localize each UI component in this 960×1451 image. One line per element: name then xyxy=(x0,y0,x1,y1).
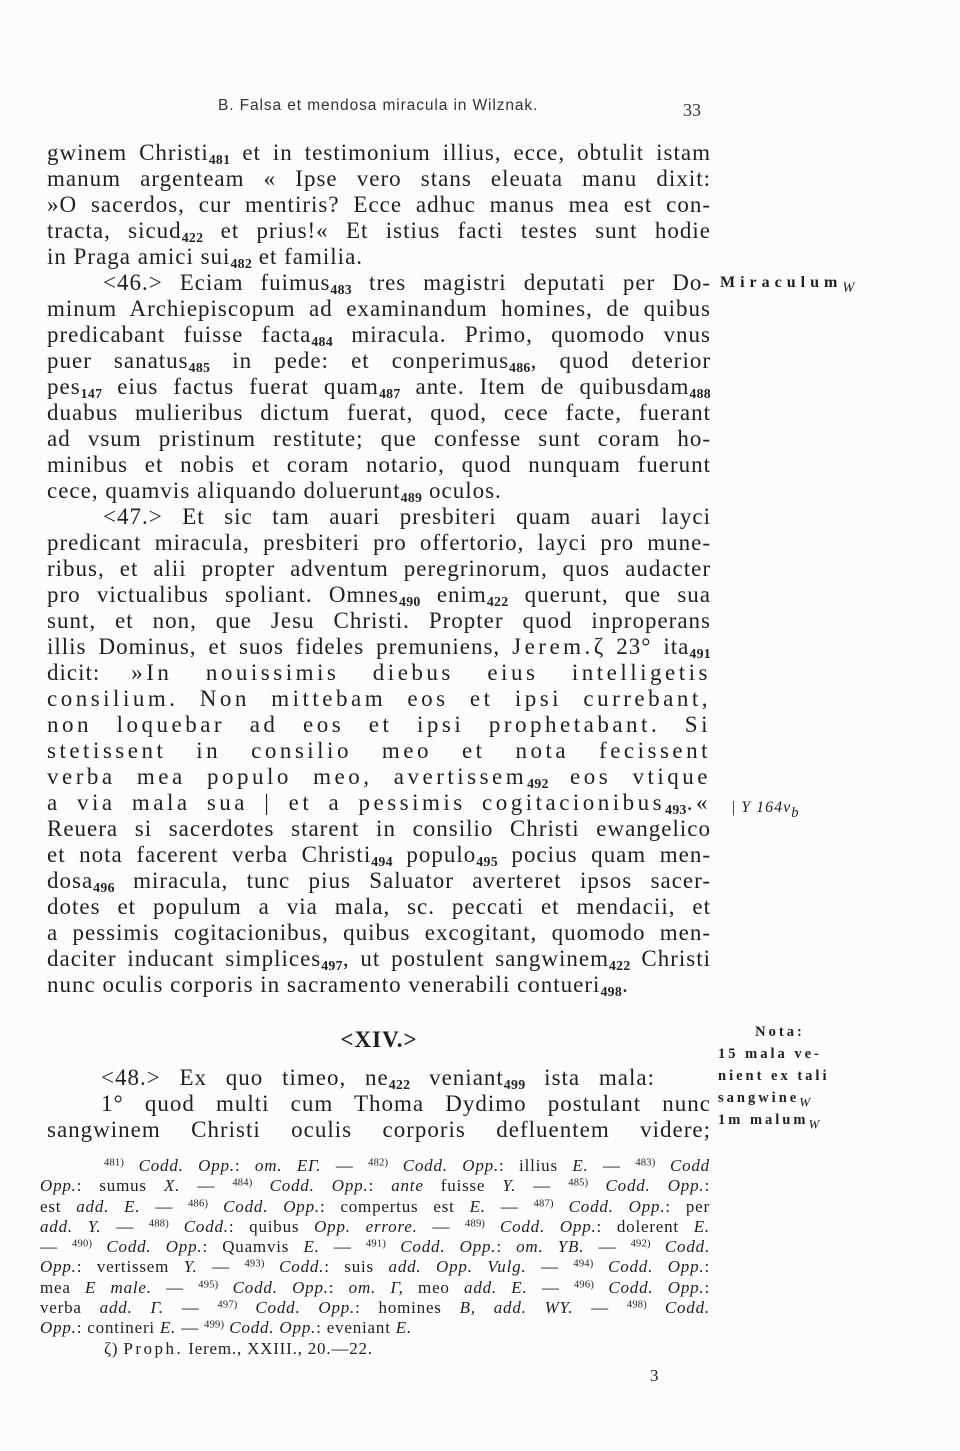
text-run: miracula, tunc pius Saluator averteret ipsos sacer- xyxy=(114,868,711,893)
text-run: Codd. Opp. xyxy=(232,1277,329,1297)
reference-mark: 495) xyxy=(198,1279,219,1291)
text-run: : illius xyxy=(499,1156,573,1175)
reference-mark: 485 xyxy=(188,360,211,376)
text-run: add. Opp. Vulg. xyxy=(388,1257,527,1277)
text-run: Reuera si sacerdotes starent in consilio Christi ewangelico xyxy=(47,816,711,841)
text-line xyxy=(47,790,711,816)
footnote-line xyxy=(40,1339,710,1359)
text-run: dicit: xyxy=(47,660,132,685)
text-run: — xyxy=(527,1277,574,1297)
text-run: et familia. xyxy=(252,244,364,269)
text-run: Codd. Opp. xyxy=(255,1298,356,1318)
reference-mark: 492) xyxy=(630,1238,651,1250)
text-line xyxy=(47,1117,711,1143)
reference-mark: 490 xyxy=(399,594,421,610)
reference-mark: 496 xyxy=(93,880,115,896)
text-run: in pede: et conperimus xyxy=(210,348,510,373)
signature-mark: 3 xyxy=(650,1366,659,1385)
text-line xyxy=(47,348,711,374)
text-run: Codd. Opp. xyxy=(106,1237,203,1257)
text-run: 1° quod multi cum Thoma Dydimo postulant nunc xyxy=(101,1091,711,1116)
text-run: et nota facerent verba Christi xyxy=(47,842,372,867)
text-line xyxy=(47,842,711,868)
text-run: mea xyxy=(40,1277,86,1297)
reference-mark: 499 xyxy=(503,1077,526,1093)
text-run: Codd. Opp. xyxy=(138,1156,235,1175)
text-run: Codd. xyxy=(664,1298,710,1318)
text-run: Y 164v xyxy=(741,799,792,816)
text-run: dotes et populum a via mala, sc. peccati et mendacii, et xyxy=(47,894,711,919)
text-line xyxy=(47,322,711,348)
reference-mark: 486 xyxy=(509,360,531,376)
text-run: Codd. Opp. xyxy=(568,1196,666,1216)
text-run: — xyxy=(516,1176,569,1196)
text-line xyxy=(47,478,711,504)
text-run: add. E. xyxy=(464,1277,528,1297)
text-line xyxy=(47,192,711,218)
text-line xyxy=(47,634,711,660)
text-run: : xyxy=(704,1277,711,1297)
text-run: sangwinem Christi oculis corporis defluentem videre; xyxy=(47,1117,711,1142)
text-run: — xyxy=(101,1216,149,1236)
text-run: sunt, et non, que Jesu Christi. Propter quod inproperans xyxy=(47,608,711,633)
text-line xyxy=(47,868,711,894)
text-run xyxy=(647,1298,665,1317)
text-run: , quod deterior xyxy=(530,348,711,373)
text-line xyxy=(47,166,711,192)
text-run: illis Dominus, et suos fideles premuniens, xyxy=(47,634,513,659)
text-run: Codd xyxy=(669,1156,710,1175)
margin-note-line xyxy=(718,1021,842,1043)
reference-mark: 486) xyxy=(188,1198,209,1210)
text-run: tres magistri deputati per Do- xyxy=(352,270,711,295)
reference-mark: 482 xyxy=(230,256,253,272)
text-run xyxy=(238,1298,256,1317)
reference-mark: 488) xyxy=(148,1218,169,1230)
text-run xyxy=(218,1278,232,1297)
text-run xyxy=(651,1237,665,1256)
text-run xyxy=(92,1237,106,1256)
text-run: »In nouissimis diebus eius intelligetis xyxy=(131,660,711,685)
text-run: Codd. Opp. xyxy=(499,1216,597,1236)
text-run: meo xyxy=(403,1277,465,1297)
margin-note-nota xyxy=(718,1021,842,1131)
reference-mark: 491) xyxy=(365,1238,387,1250)
text-run: ante xyxy=(391,1176,424,1196)
footnote-line xyxy=(40,1237,710,1257)
reference-mark: 483) xyxy=(635,1157,656,1169)
text-run: manum argenteam « Ipse vero stans eleuata manu dixit: xyxy=(47,166,711,191)
text-run: sangwine xyxy=(718,1090,800,1106)
text-run: dosa xyxy=(47,868,94,893)
text-run: verba mea populo meo, avertissem xyxy=(47,764,528,789)
text-run: E male. xyxy=(85,1277,152,1297)
margin-note-line xyxy=(718,1065,842,1087)
text-run: Codd. Opp. xyxy=(400,1237,497,1257)
text-run: Codd. xyxy=(279,1257,325,1277)
reference-mark: 489 xyxy=(400,490,423,506)
text-run xyxy=(388,1156,402,1175)
reference-mark: W xyxy=(799,1094,811,1110)
text-run: 15 mala ve- xyxy=(718,1046,822,1062)
text-run: .« xyxy=(686,790,711,815)
text-run: est xyxy=(40,1196,77,1216)
text-line xyxy=(47,1091,711,1117)
text-run: Opp. xyxy=(40,1257,77,1277)
text-run: Codd. Opp. xyxy=(223,1196,320,1216)
text-run: : xyxy=(234,1156,255,1175)
text-run: »O sacerdos, cur mentiris? Ecce adhuc manus mea est con- xyxy=(47,192,711,217)
footnote-line xyxy=(40,1217,710,1237)
text-run: miracula. Primo, quomodo vnus xyxy=(332,322,711,347)
reference-mark: 493 xyxy=(665,802,687,818)
text-run: ista mala: xyxy=(525,1065,655,1090)
reference-mark: 487 xyxy=(378,386,401,402)
text-run: Opp. xyxy=(40,1318,77,1338)
text-run: E. xyxy=(159,1318,177,1338)
text-run: — xyxy=(40,1237,73,1257)
text-run: Codd. Opp. xyxy=(608,1277,705,1297)
text-run: — xyxy=(321,1156,369,1175)
footnote-line xyxy=(40,1318,710,1338)
text-run: Codd. Opp. xyxy=(269,1176,369,1196)
reference-mark: 485) xyxy=(568,1178,589,1190)
text-line xyxy=(47,660,711,686)
text-run: — xyxy=(151,1277,199,1297)
text-line xyxy=(47,452,711,478)
reference-mark: 488 xyxy=(689,386,711,402)
text-run: — xyxy=(319,1237,366,1257)
margin-note-line xyxy=(718,1043,842,1065)
text-run: : compertus est xyxy=(319,1196,470,1216)
text-run: minum Archiepiscopum ad examinandum homines, de quibus xyxy=(47,296,711,321)
text-run xyxy=(655,1156,669,1175)
text-run: ribus, et alii propter adventum peregrinorum, quos audacter xyxy=(47,556,711,581)
text-line xyxy=(47,738,711,764)
text-run: — xyxy=(526,1257,574,1277)
text-run: a pessimis cogitacionibus, quibus excogitant, quomodo men- xyxy=(47,920,711,945)
text-run: : per xyxy=(665,1196,710,1216)
text-run: Codd. Opp. xyxy=(608,1257,705,1277)
reference-mark: 422 xyxy=(486,594,509,610)
text-line xyxy=(47,140,711,166)
text-run: E. xyxy=(693,1216,710,1236)
text-run xyxy=(208,1197,223,1216)
text-run: Christi xyxy=(630,946,711,971)
reference-mark: 483 xyxy=(330,282,353,298)
text-line xyxy=(47,556,711,582)
text-run xyxy=(386,1237,400,1256)
text-run: pes xyxy=(47,374,81,399)
text-run: : xyxy=(704,1176,710,1196)
text-run: — xyxy=(573,1298,627,1318)
text-run: ad vsum pristinum restitute; que confesse sunt coram ho- xyxy=(47,426,711,451)
text-line xyxy=(47,608,711,634)
text-line xyxy=(47,530,711,556)
text-run: — xyxy=(417,1216,466,1236)
text-run xyxy=(594,1278,608,1297)
reference-mark: 498) xyxy=(626,1299,647,1311)
text-run: — xyxy=(163,1298,218,1318)
text-run xyxy=(593,1257,608,1276)
text-run: Codd. Opp. xyxy=(229,1318,317,1338)
text-run: add. Y. xyxy=(40,1216,102,1236)
text-run: gwinem Christi xyxy=(47,140,209,165)
text-run: pro victualibus spoliant. Omnes xyxy=(47,582,399,607)
reference-mark: 482) xyxy=(368,1157,389,1169)
text-run: — xyxy=(584,1237,631,1257)
text-run: E. xyxy=(395,1318,413,1338)
text-run: : eveniant xyxy=(316,1318,396,1338)
text-line xyxy=(47,946,711,972)
text-run: — xyxy=(176,1318,205,1338)
text-run: <48.> Ex quo timeo, ne xyxy=(101,1065,389,1090)
text-run xyxy=(124,1156,138,1175)
text-run xyxy=(476,1298,494,1317)
text-run: consilium. Non mittebam eos et ipsi currebant, xyxy=(47,686,711,711)
reference-mark: 422 xyxy=(181,230,204,246)
text-run: fuisse xyxy=(423,1176,503,1196)
text-line xyxy=(47,400,711,426)
text-line xyxy=(47,686,711,712)
reference-mark: 493) xyxy=(244,1259,265,1271)
text-run: veniant xyxy=(410,1065,504,1090)
text-run: : vertissem xyxy=(76,1257,184,1277)
text-run: in Praga amici sui xyxy=(47,244,231,269)
text-run: add. E. xyxy=(76,1196,141,1216)
footnote-line xyxy=(40,1278,710,1298)
reference-mark: 422 xyxy=(608,958,631,974)
text-run: — xyxy=(140,1196,189,1216)
text-run: a via mala sua | et a pessimis cogitacionibus xyxy=(47,790,666,815)
running-title: B. Falsa et mendosa miracula in Wilznak. xyxy=(218,97,539,114)
text-run: Ierem., XXIII., 20.—22. xyxy=(183,1338,373,1358)
margin-note-line xyxy=(718,1109,842,1131)
text-run: — xyxy=(485,1196,534,1216)
reference-mark: 497 xyxy=(321,958,343,974)
text-run: Miraculum xyxy=(720,274,843,291)
footnote-line xyxy=(40,1197,710,1217)
text-line xyxy=(47,374,711,400)
text-run: verba xyxy=(40,1298,100,1318)
text-run: ante. Item de quibusdam xyxy=(400,374,690,399)
footnote-line xyxy=(40,1156,710,1176)
text-run: ζ 23° ita xyxy=(593,634,690,659)
text-run: daciter inducant simplices xyxy=(47,946,322,971)
text-run: et prius!« Et istius facti testes sunt hodie xyxy=(203,218,711,243)
reference-mark: 490) xyxy=(72,1238,93,1250)
text-run: om. EΓ. xyxy=(254,1156,322,1175)
text-run: : sumus xyxy=(76,1176,164,1196)
text-run: Opp. xyxy=(40,1176,77,1196)
reference-mark: 496) xyxy=(573,1279,595,1291)
reference-mark: 494 xyxy=(371,854,393,870)
text-run: : xyxy=(368,1176,392,1196)
text-run: querunt, que sua xyxy=(508,582,711,607)
reference-mark: W xyxy=(808,1116,820,1132)
footnote-line xyxy=(40,1176,710,1196)
text-run: — xyxy=(588,1156,636,1175)
text-line xyxy=(47,296,711,322)
text-run: om. Γ, xyxy=(348,1277,404,1297)
text-line xyxy=(47,244,711,270)
text-run: om. YB. xyxy=(516,1237,585,1257)
reference-mark: 495 xyxy=(476,854,498,870)
text-run: et in testimonium illius, ecce, obtulit istam xyxy=(230,140,711,165)
text-run: duabus mulieribus dictum fuerat, quod, cece facte, fuerant xyxy=(47,400,711,425)
text-run: | xyxy=(732,799,742,816)
text-run: X. xyxy=(164,1176,181,1196)
text-run: ζ) xyxy=(104,1338,124,1358)
text-run: : xyxy=(496,1237,517,1257)
text-line xyxy=(47,920,711,946)
reference-mark: 147 xyxy=(80,386,103,402)
text-run: Y. xyxy=(183,1257,198,1277)
text-run: Proph. xyxy=(123,1338,184,1358)
text-run: nient ex tali xyxy=(718,1068,830,1084)
text-run: E. xyxy=(572,1156,589,1175)
text-line xyxy=(47,816,711,842)
reference-mark: 481 xyxy=(208,152,231,168)
footnotes xyxy=(40,1156,710,1359)
text-run: : Quamvis xyxy=(202,1237,304,1257)
reference-mark: 422 xyxy=(388,1077,411,1093)
text-run xyxy=(265,1257,280,1276)
main-text-block xyxy=(47,140,711,998)
reference-mark: 498 xyxy=(600,984,623,1000)
text-run: stetissent in consilio meo et nota fecissent xyxy=(47,738,711,763)
text-line xyxy=(47,972,711,998)
text-run: Codd. Opp. xyxy=(402,1156,500,1175)
text-run: : dolerent xyxy=(596,1216,694,1236)
text-run: tracta, sicud xyxy=(47,218,182,243)
text-line xyxy=(47,764,711,790)
text-run: : xyxy=(328,1277,349,1297)
text-run: 1m malum xyxy=(718,1112,809,1128)
text-line xyxy=(47,712,711,738)
text-run: , ut postulent sangwinem xyxy=(342,946,609,971)
margin-note-folio xyxy=(732,797,799,822)
text-run: puer sanatus xyxy=(47,348,189,373)
reference-mark: 489) xyxy=(465,1218,486,1230)
text-run: <46.> Eciam fuimus xyxy=(103,270,331,295)
text-run: <47.> Et sic tam auari presbiteri quam auari layci xyxy=(103,504,711,529)
reference-mark: 481) xyxy=(104,1157,125,1169)
text-run: Codd. xyxy=(664,1237,710,1257)
text-run: add. WY. xyxy=(493,1298,574,1318)
reference-mark: 494) xyxy=(573,1259,594,1271)
text-run: : contineri xyxy=(76,1318,160,1338)
text-line xyxy=(47,504,711,530)
text-run: Opp. errore. xyxy=(314,1216,418,1236)
text-line xyxy=(47,426,711,452)
text-run: Codd. Opp. xyxy=(605,1176,705,1196)
text-run: pocius quam men- xyxy=(497,842,712,867)
page-number: 33 xyxy=(683,100,701,120)
text-line xyxy=(47,582,711,608)
margin-note-miraculum xyxy=(720,272,855,297)
text-run xyxy=(588,1176,605,1195)
text-run: minibus et nobis et coram notario, quod nunquam fuerunt xyxy=(47,452,711,477)
reference-mark: 484 xyxy=(311,334,333,350)
text-run: Y. xyxy=(502,1176,517,1196)
text-run xyxy=(252,1176,269,1195)
text-run: add. Γ. xyxy=(99,1298,164,1318)
footnote-line xyxy=(40,1257,710,1277)
reference-mark: 487) xyxy=(533,1198,554,1210)
footnote-line xyxy=(40,1298,710,1318)
text-run: — xyxy=(180,1176,233,1196)
text-run: E. xyxy=(303,1237,320,1257)
margin-note-line xyxy=(732,797,799,822)
text-run: E. xyxy=(469,1196,486,1216)
text-run: predicabant fuisse facta xyxy=(47,322,312,347)
text-run: . xyxy=(622,972,629,997)
text-run: populo xyxy=(392,842,477,867)
reference-mark: 499) xyxy=(204,1320,225,1332)
text-run: nunc oculis corporis in sacramento venerabili contueri xyxy=(47,972,601,997)
reference-mark: 492 xyxy=(527,776,549,792)
text-run: : homines xyxy=(355,1298,460,1318)
text-run: : xyxy=(704,1257,710,1277)
text-run: enim xyxy=(420,582,487,607)
reference-mark: b xyxy=(791,805,799,822)
text-run: Codd. xyxy=(183,1216,229,1236)
reference-mark: 484) xyxy=(232,1178,253,1190)
text-line xyxy=(47,894,711,920)
reference-mark: 497) xyxy=(217,1299,238,1311)
text-run: eius factus fuerat quam xyxy=(102,374,379,399)
text-line xyxy=(47,1065,711,1091)
text-line xyxy=(47,270,711,296)
text-run xyxy=(169,1217,184,1236)
text-run: non loquebar ad eos et ipsi prophetabant. Si xyxy=(47,712,711,737)
section-heading: <XIV.> xyxy=(340,1027,418,1052)
text-run: Nota: xyxy=(755,1024,805,1040)
reference-mark: W xyxy=(842,280,855,297)
margin-note-line xyxy=(720,272,855,297)
text-run: B, xyxy=(459,1298,476,1318)
margin-note-line xyxy=(718,1087,842,1109)
text-run: cece, quamvis aliquando doluerunt xyxy=(47,478,401,503)
text-run: : quibus xyxy=(228,1216,315,1236)
text-run: predicant miracula, presbiteri pro offertorio, layci pro mune- xyxy=(47,530,711,555)
text-run: eos vtique xyxy=(548,764,711,789)
text-run: Jerem. xyxy=(512,634,594,659)
text-run: — xyxy=(197,1257,245,1277)
section-text-block xyxy=(47,1065,711,1143)
text-run: oculos. xyxy=(422,478,502,503)
text-run: : suis xyxy=(324,1257,389,1277)
text-run xyxy=(485,1217,500,1236)
reference-mark: 491 xyxy=(689,646,711,662)
text-run xyxy=(554,1197,569,1216)
text-line xyxy=(47,218,711,244)
